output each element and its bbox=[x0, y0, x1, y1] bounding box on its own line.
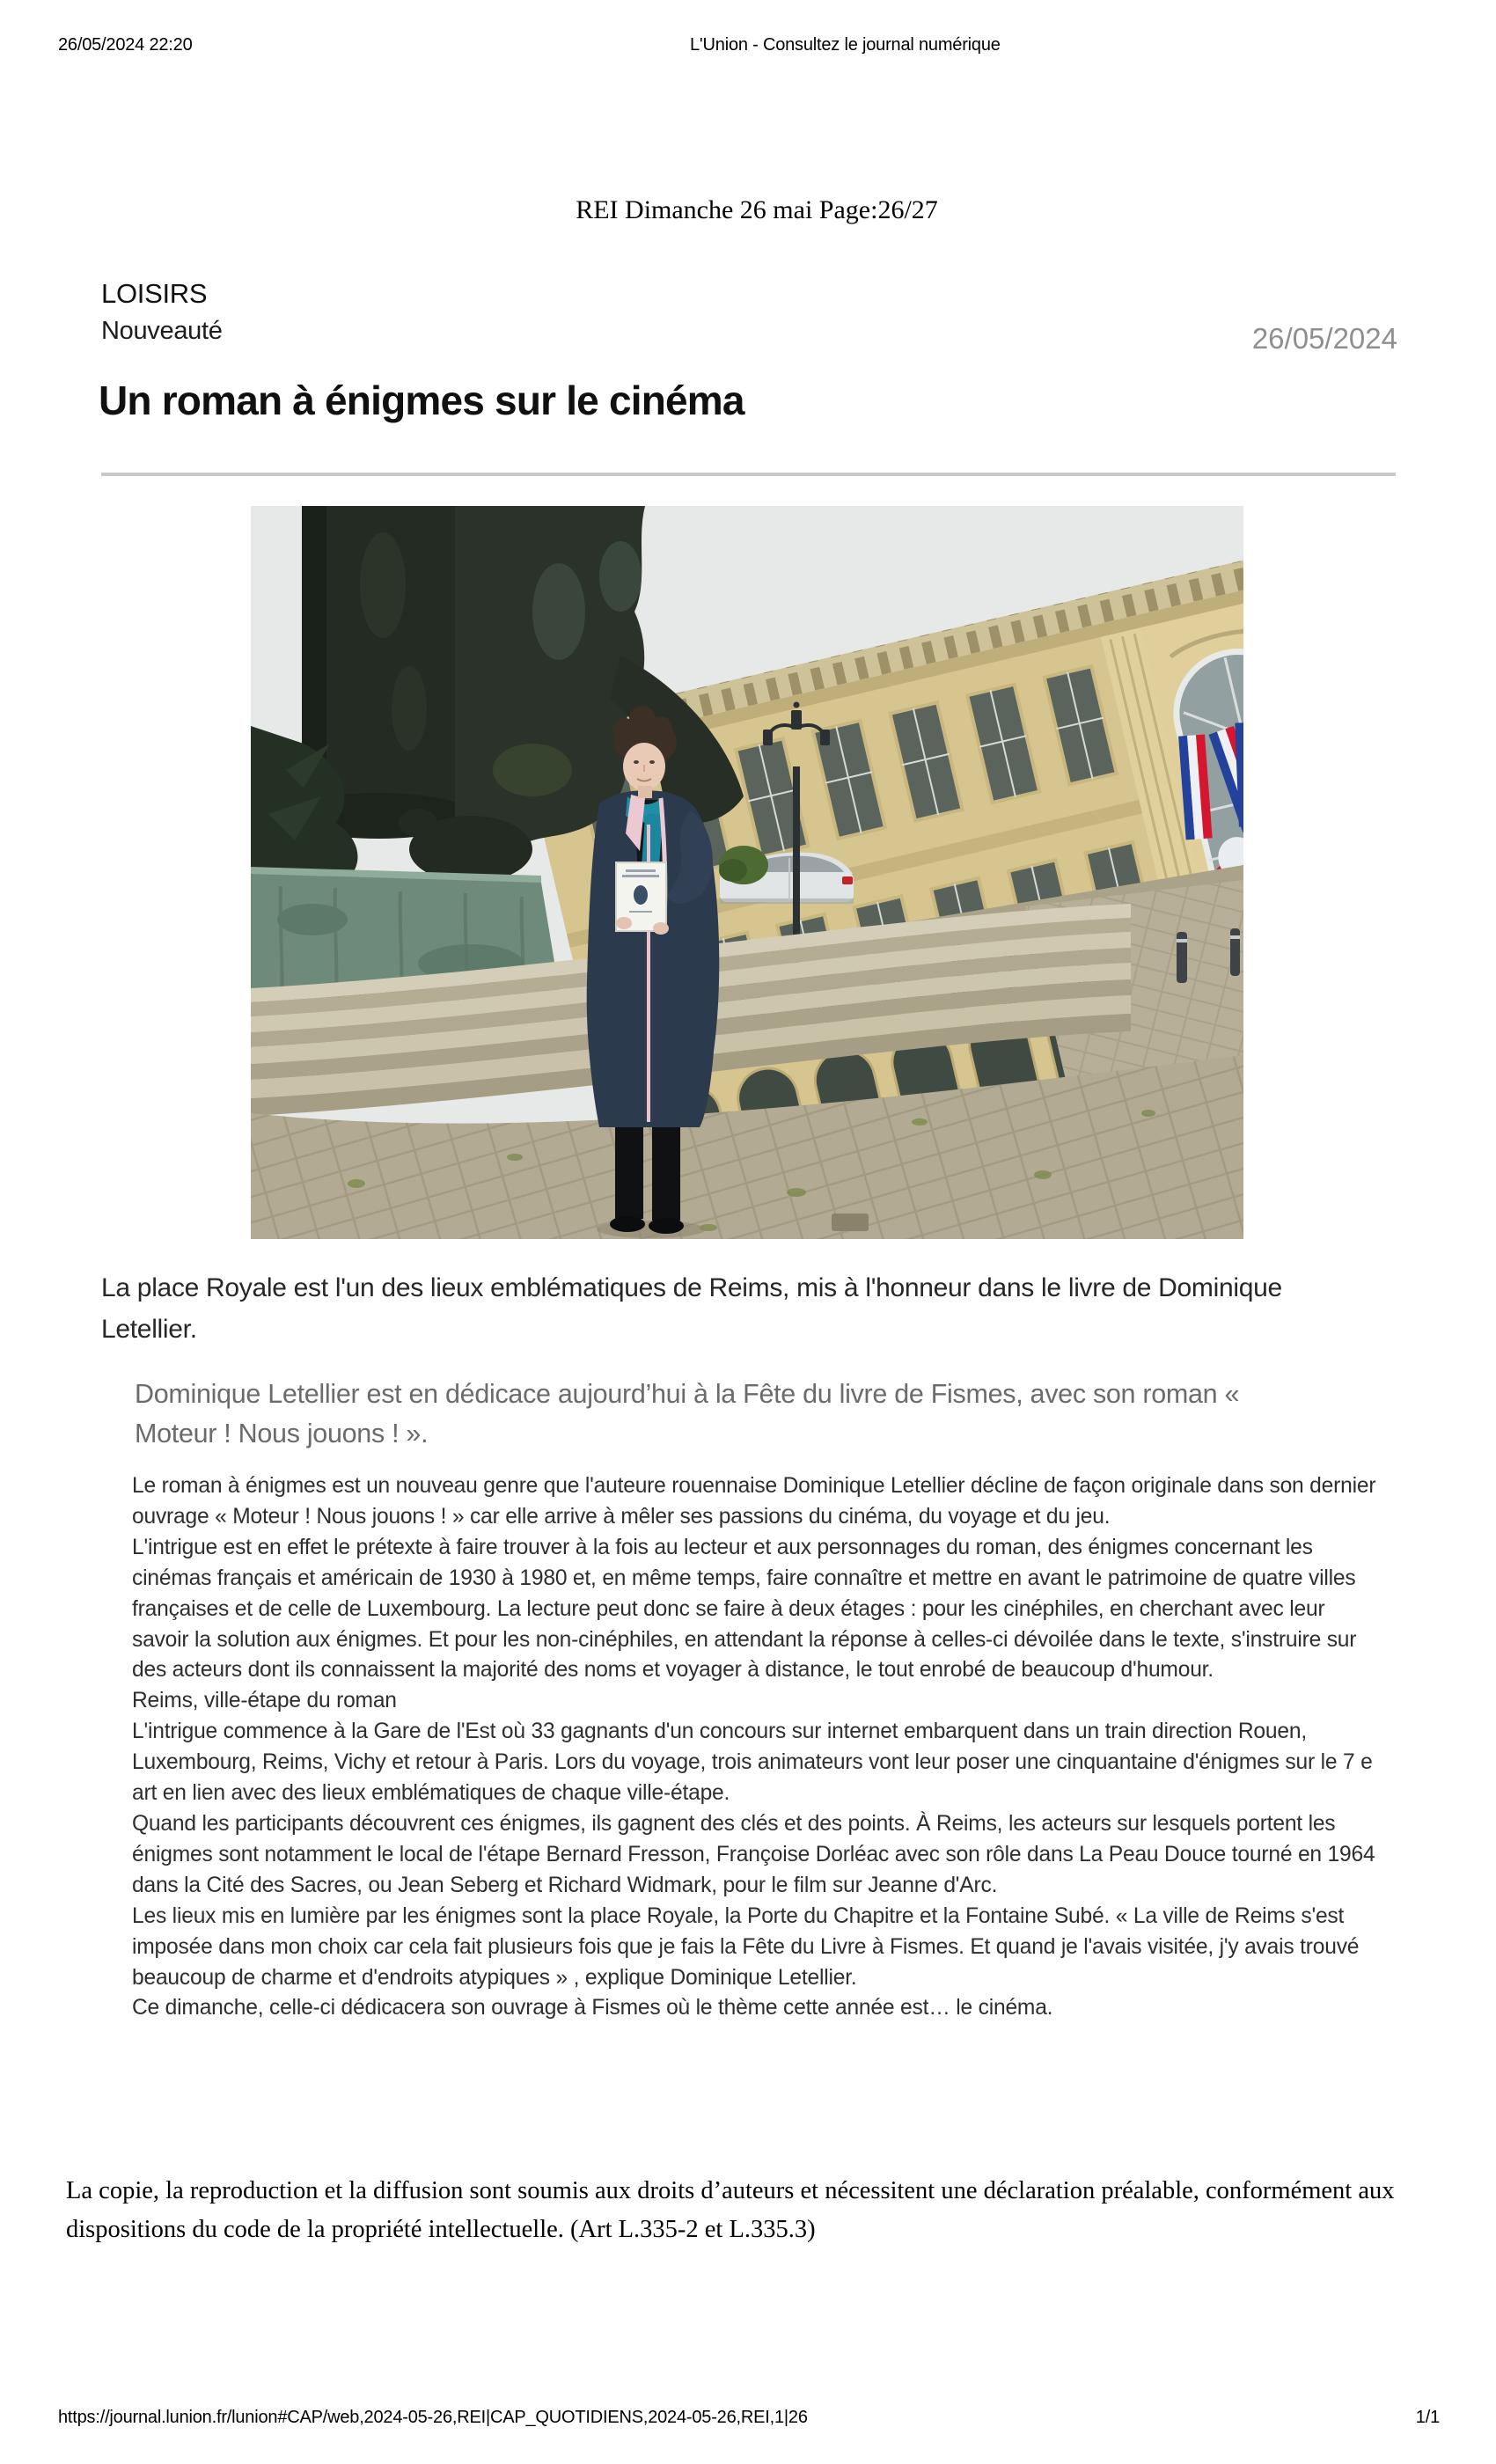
body-paragraph: L'intrigue commence à la Gare de l'Est où 33 gagnants d'un concours sur internet embarquent dans un train direction Rouen, Luxembourg, Reims, Vichy et retour à Paris. Lors du voyage, trois animateurs vont leur poser une cinquantaine d'énigmes sur le 7 e art en lien avec des lieux emblématiques de chaque ville-étape. bbox=[132, 1720, 1373, 1806]
print-footer-page: 1/1 bbox=[1415, 2408, 1440, 2427]
body-paragraph: L'intrigue est en effet le prétexte à faire trouver à la fois au lecteur et aux personnages du roman, des énigmes concernant les cinémas français et américain de 1930 à 1980 et, en même temps, faire connaître et mettre en avant le patrimoine de quatre villes françaises et de celle de Luxembourg. La lecture peut donc se faire à deux étages : pour les cinéphiles, en cherchant avec leur savoir la solution aux énigmes. Et pour les non-cinéphiles, en attendant la réponse à celles-ci dévoilée dans le texte, s'instruire sur des acteurs dont ils connaissent la majorité des noms et voyager à distance, le tout enrobé de beaucoup d'humour. bbox=[132, 1535, 1357, 1683]
body-paragraph: Le roman à énigmes est un nouveau genre que l'auteure rouennaise Dominique Letellier décline de façon originale dans son dernier ouvrage « Moteur ! Nous jouons ! » car elle arrive à mêler ses passions du cinéma, du voyage et du jeu. bbox=[132, 1474, 1376, 1529]
header-divider bbox=[101, 473, 1396, 476]
edition-line: REI Dimanche 26 mai Page:26/27 bbox=[576, 195, 938, 224]
body-paragraph: Reims, ville-étape du roman bbox=[132, 1689, 397, 1713]
article-date: 26/05/2024 bbox=[1251, 322, 1397, 355]
section-label: LOISIRS bbox=[101, 278, 208, 309]
photo-caption: La place Royale est l'un des lieux emblématiques de Reims, mis à l'honneur dans le livre de Dominique Letellier. bbox=[101, 1273, 1282, 1344]
article-photo bbox=[251, 506, 1243, 1239]
body-paragraph: Ce dimanche, celle-ci dédicacera son ouvrage à Fismes où le thème cette année est… le cinéma. bbox=[132, 1996, 1053, 2020]
car-taillight bbox=[842, 876, 853, 884]
copyright-notice: La copie, la reproduction et la diffusion sont soumis aux droits d’auteurs et nécessitent une déclaration préalable, conformément aux dispositions du code de la propriété intellectuelle. (Art L.335-2 et L.335.3) bbox=[66, 2177, 1395, 2243]
article-headline: Un roman à énigmes sur le cinéma bbox=[99, 378, 744, 423]
print-footer-url: https://journal.lunion.fr/lunion#CAP/web,2024-05-26,REI|CAP_QUOTIDIENS,2024-05-26,REI,1|26 bbox=[58, 2408, 808, 2427]
print-header-title: L'Union - Consultez le journal numérique bbox=[690, 35, 1001, 55]
rubric-label: Nouveauté bbox=[101, 317, 223, 345]
shrub bbox=[719, 846, 768, 884]
body-paragraph: Quand les participants découvrent ces énigmes, ils gagnent des clés et des points. À Reims, les acteurs sur lesquels portent les énigmes sont notamment le local de l'étape Bernard Fresson, Françoise Dorléac avec son rôle dans La Peau Douce tourné en 1964 dans la Cité des Sacres, ou Jean Seberg et Richard Widmark, pour le film sur Jeanne d'Arc. bbox=[132, 1811, 1375, 1897]
article-lead: Dominique Letellier est en dédicace aujourd’hui à la Fête du livre de Fismes, avec son roman « Moteur ! Nous jouons ! ». bbox=[135, 1379, 1240, 1448]
print-header-datetime: 26/05/2024 22:20 bbox=[58, 35, 193, 55]
body-paragraph: Les lieux mis en lumière par les énigmes sont la place Royale, la Porte du Chapitre et la Fontaine Subé. « La ville de Reims s'est imposée dans mon choix car cela fait plusieurs fois que je fais la Fête du Livre à Fismes. Et quand je l'avais visitée, j'y avais trouvé beaucoup de charme et d'endroits atypiques » , explique Dominique Letellier. bbox=[132, 1903, 1360, 1990]
article-body bbox=[132, 1471, 1377, 2024]
